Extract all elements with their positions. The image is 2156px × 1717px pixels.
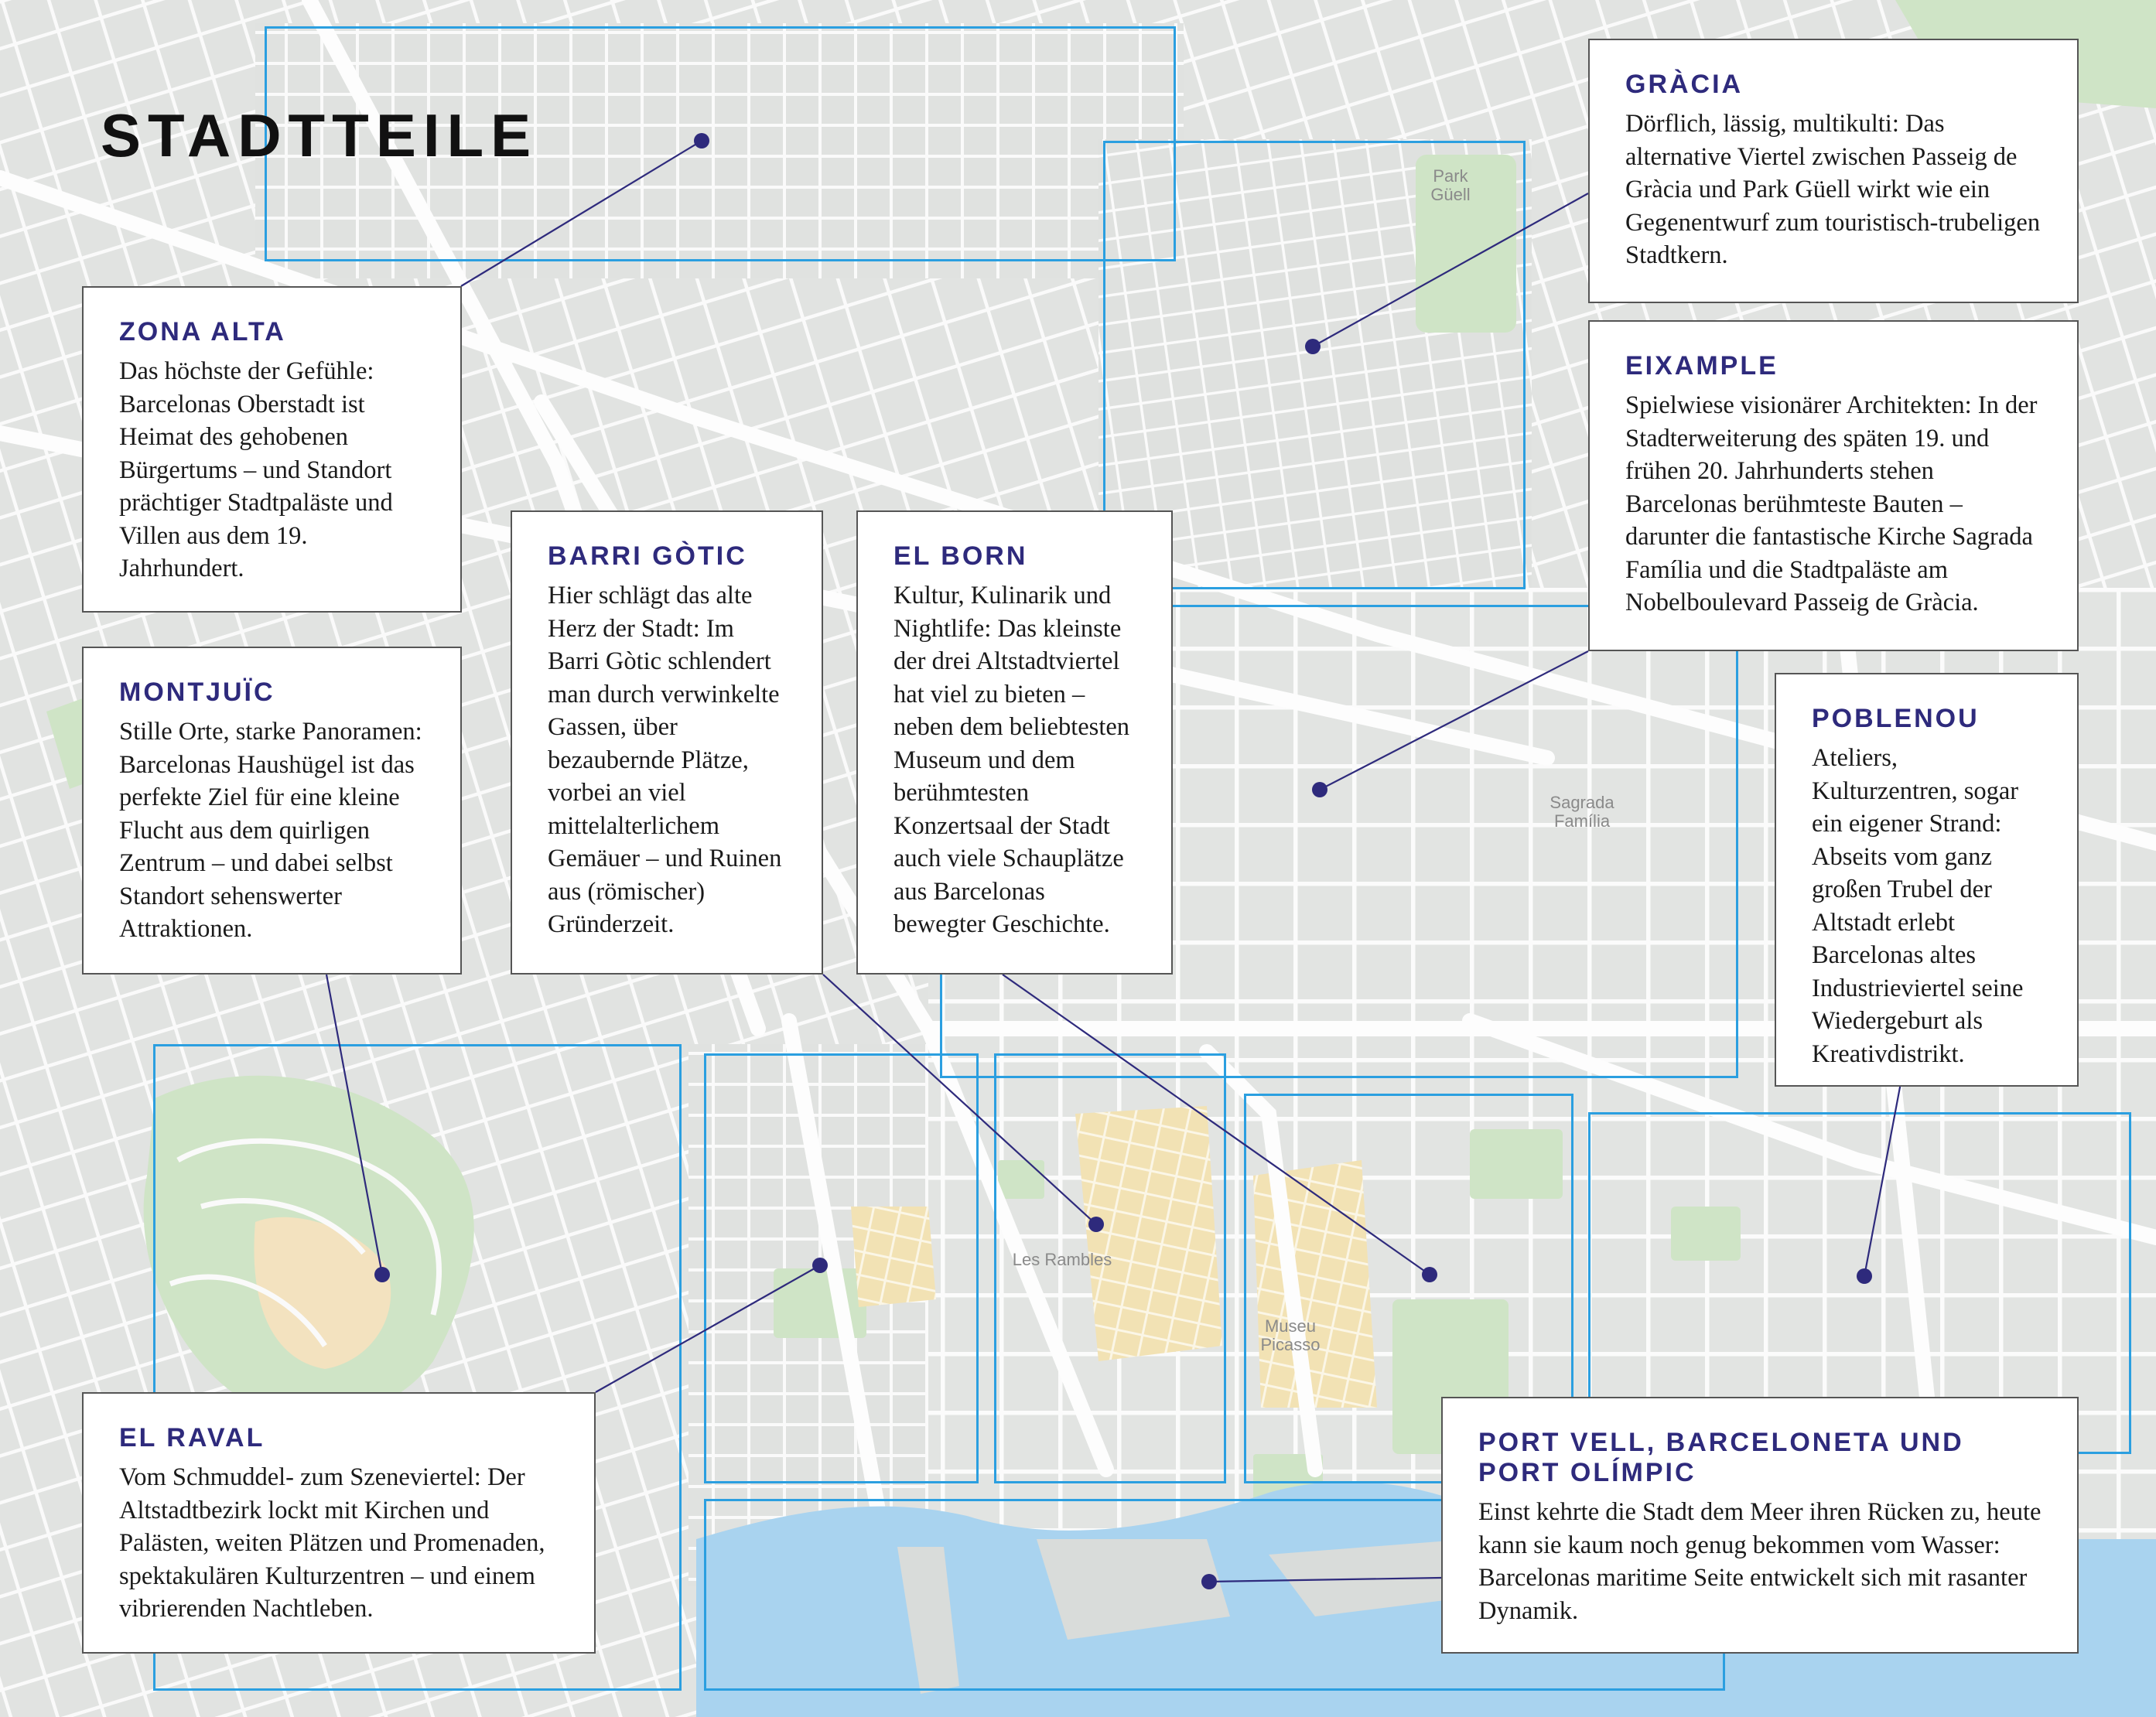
zona-alta-heading: ZONA ALTA [119, 317, 286, 346]
les-rambles-label: Les Rambles [1012, 1250, 1112, 1269]
el-born-heading: EL BORN [893, 541, 1028, 571]
sagrada-familia-label: Sagrada Família [1550, 793, 1614, 831]
museu-picasso-label: Museu Picasso [1260, 1316, 1321, 1354]
barri-gotic-heading: BARRI GÒTIC [548, 541, 747, 571]
barri-gotic-card [511, 510, 823, 975]
montjuic-heading: MONTJUÏC [119, 678, 275, 707]
el-born-text: Kultur, Kulinarik und Nightlife: Das kleinste der drei Altstadtviertel hat viel zu bieten – neben dem beliebtesten Museum und dem berühmtesten Konzertsaal der Stadt auch viele Schauplätze aus Barcelonas bewegter Geschichte. [893, 582, 1130, 939]
el-raval-heading: EL RAVAL [119, 1423, 265, 1452]
gracia-heading: GRÀCIA [1625, 70, 1744, 99]
poblenou-heading: POBLENOU [1812, 704, 1980, 733]
montjuic-card [82, 647, 462, 975]
page-title: STADTTEILE [101, 101, 538, 169]
poblenou-text: Ateliers, Kulturzentren, sogar ein eigener Strand: Abseits vom ganz großen Trubel der Altstadt erlebt Barcelonas altes Industrieviertel seine Wiedergeburt als Kreativdistrikt. [1812, 744, 2024, 1068]
barri-gotic-text: Hier schlägt das alte Herz der Stadt: Im Barri Gòtic schlendert man durch verwinkelte Gassen, über bezaubernde Plätze, vorbei an viel mittelalterlichem Gemäuer – und Ruinen aus (römischer) Gründerzeit. [548, 582, 782, 939]
el-born-card [856, 510, 1173, 975]
montjuic-text: Stille Orte, starke Panoramen: Barcelonas Haushügel ist das perfekte Ziel für eine kleine Flucht aus dem quirligen Zentrum – und dabei selbst Standort sehenswerter Attraktionen. [119, 718, 422, 944]
el-raval-text: Vom Schmuddel- zum Szeneviertel: Der Altstadtbezirk lockt mit Kirchen und Palästen, weiten Plätzen und Promenaden, spektakulären Kulturzentren – und einem vibrierenden Nachtleben. [119, 1463, 545, 1623]
gracia-card [1588, 39, 2079, 303]
port-vell-text: Einst kehrte die Stadt dem Meer ihren Rücken zu, heute kann sie kaum noch genug bekommen vom Wasser: Barcelonas maritime Seite entwickelt sich mit rasanter Dynamik. [1478, 1498, 2042, 1625]
eixample-text: Spielwiese visionärer Architekten: In der Stadterweiterung des späten 19. und frühen 20. Jahrhunderts stehen Barcelonas berühmteste Bauten – darunter die fantastische Kirche Sagrada Família und die Stadtpaläste am Nobelboulevard Passeig de Gràcia. [1625, 391, 2038, 617]
port-vell-card [1441, 1397, 2079, 1654]
gracia-text: Dörflich, lässig, multikulti: Das alternative Viertel zwischen Passeig de Gràcia und Park Güell wirkt wie ein Gegenentwurf zum touristisch-trubeligen Stadtkern. [1625, 110, 2041, 270]
park-guell-label: Park Güell [1430, 166, 1471, 204]
port-vell-heading: PORT VELL, BARCELONETA UND PORT OLÍMPIC [1478, 1428, 1964, 1488]
poblenou-card [1775, 673, 2079, 1087]
eixample-heading: EIXAMPLE [1625, 351, 1778, 381]
zona-alta-card [82, 286, 462, 613]
el-raval-card [82, 1392, 596, 1654]
zona-alta-text: Das höchste der Gefühle: Barcelonas Oberstadt ist Heimat des gehobenen Bürgertums – und Standort prächtiger Stadtpaläste und Villen aus dem 19. Jahrhundert. [119, 357, 393, 583]
eixample-card [1588, 320, 2079, 651]
